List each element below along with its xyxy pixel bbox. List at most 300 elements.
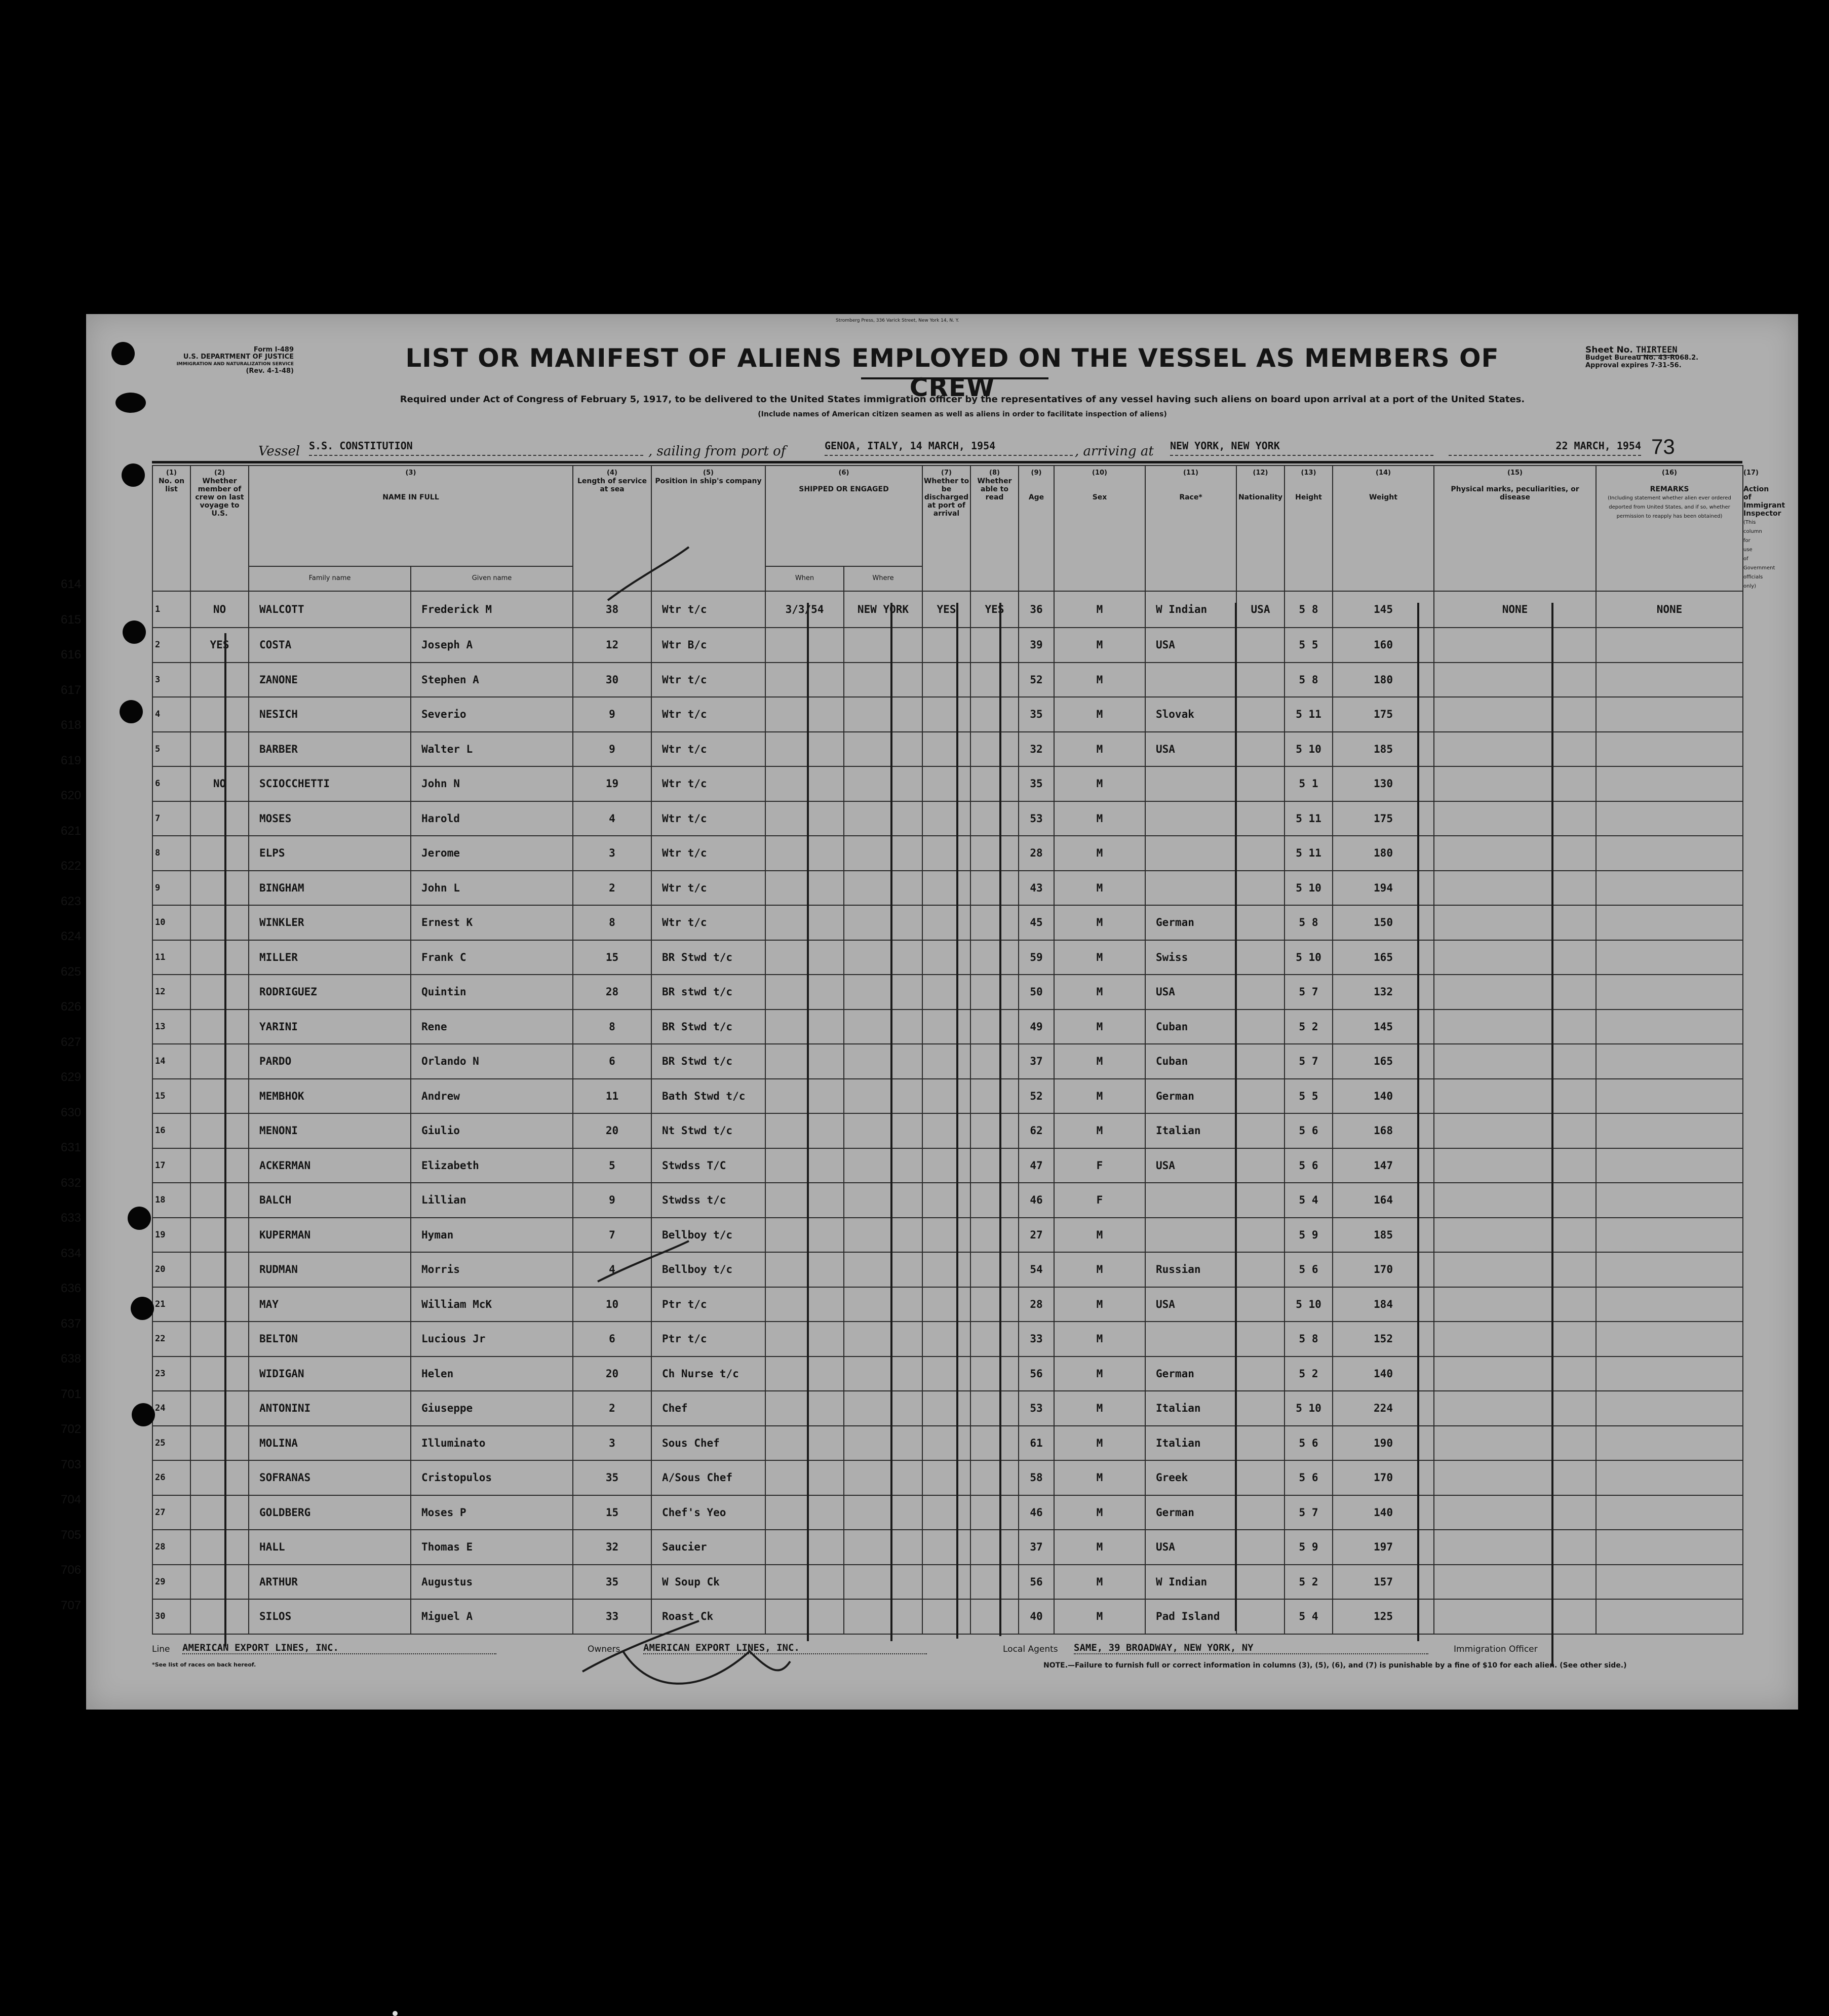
physical-marks-cell: [1434, 628, 1596, 663]
physical-marks-cell: [1434, 663, 1596, 697]
nationality-cell: [1236, 1356, 1285, 1391]
manifest-footer: [152, 1640, 1758, 1686]
shipped-when-cell: [765, 1079, 844, 1114]
race-cell: [1145, 1218, 1236, 1253]
remarks-cell: [1596, 1460, 1743, 1495]
row-no: 23: [152, 1356, 190, 1391]
nationality-cell: [1236, 801, 1285, 836]
remarks-cell: [1596, 1218, 1743, 1253]
vessel-name: S.S. CONSTITUTION: [309, 440, 643, 456]
last-voyage-cell: YES: [190, 628, 249, 663]
physical-marks-cell: [1434, 697, 1596, 732]
given-name-cell: Thomas E: [411, 1530, 573, 1565]
age-cell: 54: [1019, 1252, 1054, 1287]
col-marks-header: (15) Physical marks, peculiarities, or disease: [1434, 466, 1596, 591]
sex-cell: M: [1054, 766, 1145, 801]
remarks-cell: [1596, 732, 1743, 767]
shipped-when-cell: [765, 628, 844, 663]
race-cell: Cuban: [1145, 1044, 1236, 1079]
shipped-where-cell: [844, 1252, 922, 1287]
race-cell: USA: [1145, 1148, 1236, 1183]
position-cell: Ptr t/c: [651, 1287, 765, 1322]
physical-marks-cell: [1434, 1044, 1596, 1079]
last-voyage-cell: [190, 1252, 249, 1287]
margin-number: 707: [61, 1598, 82, 1612]
physical-marks-cell: [1434, 1113, 1596, 1148]
service-cell: 8: [573, 905, 651, 940]
service-cell: 6: [573, 1322, 651, 1356]
discharged-cell: YES: [922, 591, 970, 628]
position-cell: Bellboy t/c: [651, 1252, 765, 1287]
shipped-when-cell: [765, 697, 844, 732]
sailing-label: , sailing from port of: [648, 444, 786, 459]
col-remarks-header: (16) REMARKS (Including statement whether alien ever ordered deported from United States, and if so, whether permission to reapply has been obtained): [1596, 466, 1743, 591]
last-voyage-cell: [190, 801, 249, 836]
able-to-read-cell: [970, 1113, 1019, 1148]
race-cell: USA: [1145, 1530, 1236, 1565]
line-value: AMERICAN EXPORT LINES, INC.: [182, 1642, 496, 1654]
weight-cell: 168: [1333, 1113, 1434, 1148]
last-voyage-cell: [190, 1426, 249, 1461]
table-row: [152, 836, 1743, 871]
position-cell: BR stwd t/c: [651, 975, 765, 1010]
margin-number: 702: [61, 1422, 82, 1436]
family-name-cell: BELTON: [249, 1322, 411, 1356]
shipped-when-cell: [765, 1044, 844, 1079]
able-to-read-cell: [970, 628, 1019, 663]
shipped-when-cell: 3/3/54: [765, 591, 844, 628]
race-cell: Italian: [1145, 1113, 1236, 1148]
margin-number: 633: [61, 1211, 82, 1225]
last-voyage-cell: [190, 1010, 249, 1044]
sex-cell: M: [1054, 663, 1145, 697]
position-cell: Wtr t/c: [651, 591, 765, 628]
family-name-cell: ACKERMAN: [249, 1148, 411, 1183]
remarks-cell: [1596, 663, 1743, 697]
margin-number: 616: [61, 648, 82, 662]
margin-number: 703: [61, 1457, 82, 1471]
last-voyage-cell: [190, 1183, 249, 1218]
owners-label: Owners: [588, 1644, 620, 1654]
table-row: [152, 1530, 1743, 1565]
remarks-cell: [1596, 1356, 1743, 1391]
nationality-cell: [1236, 628, 1285, 663]
nationality-cell: [1236, 975, 1285, 1010]
age-cell: 43: [1019, 871, 1054, 906]
last-voyage-cell: [190, 836, 249, 871]
discharged-cell: [922, 1010, 970, 1044]
discharged-cell: [922, 1079, 970, 1114]
height-cell: 5 11: [1285, 697, 1333, 732]
nationality-cell: [1236, 697, 1285, 732]
age-cell: 36: [1019, 591, 1054, 628]
service-cell: 8: [573, 1010, 651, 1044]
table-row: [152, 1599, 1743, 1634]
shipped-when-cell: [765, 1148, 844, 1183]
col-nationality-header: (12) Nationality: [1236, 466, 1285, 591]
department-name: U.S. DEPARTMENT OF JUSTICE: [183, 353, 294, 361]
discharged-cell: [922, 1287, 970, 1322]
margin-number: 629: [61, 1070, 82, 1084]
sheet-number: THIRTEEN: [1636, 345, 1678, 355]
discharged-cell: [922, 1495, 970, 1530]
height-cell: 5 7: [1285, 1044, 1333, 1079]
nationality-cell: [1236, 663, 1285, 697]
height-cell: 5 7: [1285, 1495, 1333, 1530]
age-cell: 45: [1019, 905, 1054, 940]
remarks-cell: [1596, 697, 1743, 732]
margin-number: 623: [61, 894, 82, 908]
sheet-info: [1585, 346, 1747, 369]
physical-marks-cell: [1434, 940, 1596, 975]
shipped-where-cell: [844, 697, 922, 732]
margin-number: 615: [61, 612, 82, 627]
margin-number: 619: [61, 753, 82, 767]
row-no: 12: [152, 975, 190, 1010]
row-no: 3: [152, 663, 190, 697]
family-name-cell: WINKLER: [249, 905, 411, 940]
shipped-when-cell: [765, 1252, 844, 1287]
shipped-when-cell: [765, 871, 844, 906]
discharged-cell: [922, 1183, 970, 1218]
discharged-cell: [922, 1113, 970, 1148]
shipped-where-cell: [844, 1218, 922, 1253]
weight-cell: 194: [1333, 871, 1434, 906]
position-cell: BR Stwd t/c: [651, 940, 765, 975]
header-rule: [152, 461, 1742, 463]
position-cell: Chef: [651, 1391, 765, 1426]
age-cell: 53: [1019, 1391, 1054, 1426]
remarks-cell: [1596, 1391, 1743, 1426]
last-voyage-cell: [190, 697, 249, 732]
weight-cell: 175: [1333, 801, 1434, 836]
family-name-cell: KUPERMAN: [249, 1218, 411, 1253]
nationality-cell: [1236, 1010, 1285, 1044]
service-cell: 30: [573, 663, 651, 697]
discharged-cell: [922, 975, 970, 1010]
weight-cell: 185: [1333, 732, 1434, 767]
family-name-cell: ARTHUR: [249, 1565, 411, 1600]
position-cell: Wtr t/c: [651, 871, 765, 906]
physical-marks-cell: [1434, 1391, 1596, 1426]
age-cell: 37: [1019, 1044, 1054, 1079]
row-no: 29: [152, 1565, 190, 1600]
position-cell: Bellboy t/c: [651, 1218, 765, 1253]
sex-cell: M: [1054, 1565, 1145, 1600]
able-to-read-cell: [970, 1322, 1019, 1356]
able-to-read-cell: [970, 1495, 1019, 1530]
service-cell: 4: [573, 801, 651, 836]
weight-cell: 125: [1333, 1599, 1434, 1634]
officer-label: Immigration Officer: [1454, 1644, 1538, 1654]
sex-cell: M: [1054, 732, 1145, 767]
height-cell: 5 2: [1285, 1565, 1333, 1600]
discharged-cell: [922, 732, 970, 767]
sex-cell: M: [1054, 1079, 1145, 1114]
age-cell: 52: [1019, 663, 1054, 697]
weight-cell: 132: [1333, 975, 1434, 1010]
able-to-read-cell: [970, 1010, 1019, 1044]
last-voyage-cell: [190, 663, 249, 697]
last-voyage-cell: [190, 905, 249, 940]
physical-marks-cell: [1434, 1322, 1596, 1356]
punch-hole: [123, 621, 146, 644]
height-cell: 5 9: [1285, 1218, 1333, 1253]
shipped-where-cell: [844, 801, 922, 836]
family-name-cell: MILLER: [249, 940, 411, 975]
table-row: [152, 1495, 1743, 1530]
discharged-cell: [922, 628, 970, 663]
shipped-where-cell: [844, 1356, 922, 1391]
shipped-when-cell: [765, 732, 844, 767]
physical-marks-cell: [1434, 871, 1596, 906]
table-row: [152, 1287, 1743, 1322]
col-position-header: (5) Position in ship's company: [651, 466, 765, 591]
last-voyage-cell: [190, 1530, 249, 1565]
position-cell: Ch Nurse t/c: [651, 1356, 765, 1391]
physical-marks-cell: [1434, 1356, 1596, 1391]
shipped-where-cell: [844, 1391, 922, 1426]
discharged-cell: [922, 1252, 970, 1287]
physical-marks-cell: [1434, 732, 1596, 767]
shipped-where-cell: [844, 836, 922, 871]
shipped-when-cell: [765, 1183, 844, 1218]
crew-table: (1) No. on list (2) Whether member of crew on last voyage to U.S. (3) NAME IN FULL (4) Length of service at sea (5) Position in ship's company (6) SHIPPED OR ENGAGED (7) Whether to be discharged at port of arrival (8) Whether able to read (9) Age (10) Sex (11) Race* (12) Nationality (13) Height (14) Weight (15) Physical marks, peculiarities, or disease (16) REMARKS (Including statement whether alien ever ordered deported from United States, and if so, whether permission to reapply has been obtained) (17) Action of Immigrant Inspector (This column for use of Government officials only) Family name Given name When Where 1 NO WALCOTT Frederick M 38 Wtr t/c 3/3/54 NEW YORK YES YES 36 M W Indian USA 5 8 145 NONE NONE 2 YES COSTA Joseph A 12 Wtr B/c 39 M USA 5 5 160 3 ZANONE Stephen A 30 Wtr t/c 52 M 5 8 180 4 NESICH Severio 9 Wtr t/c 35 M Slovak 5 11 175 5 BARBER Walter L 9 Wtr t/c 32 M USA 5 10 185 6 NO SCIOCCHETTI John N 19 Wtr t/c 35 M 5 1 130 7 MOSES Harold 4 Wtr t/c 53 M 5 11 175 8 ELPS Jerome 3 Wtr t/c 28 M 5 11 180 9 BINGHAM John L 2 Wtr t/c 43 M 5 10 194 10 WINKLER Ernest K 8 Wtr t/c 45 M German 5 8 150 11 MILLER Frank C 15 BR Stwd t/c 59 M Swiss 5 10 165 12 RODRIGUEZ Quintin 28 BR stwd t/c 50 M USA 5 7 132 13 YARINI Rene 8 BR Stwd t/c 49 M Cuban 5 2 145 14 PARDO Orlando N 6 BR Stwd t/c 37 M Cuban 5 7 165 15 MEMBHOK Andrew 11 Bath Stwd t/c 52 M German 5 5 140 16 MENONI Giulio 20 Nt Stwd t/c 62 M Italian 5 6 168 17 ACKERMAN Elizabeth 5 Stwdss T/C 47 F USA 5 6 147 18 BALCH Lillian 9 Stwdss t/c 46 F 5 4 164 19 KUPERMAN Hyman 7 Bellboy t/c 27 M 5 9 185 20 RUDMAN Morris 4 Bellboy t/c 54 M Russian 5 6 170 21 MAY William McK 10 Ptr t/c 28 M USA 5 10 184 22 BELTON Lucious Jr 6 Ptr t/c 33 M 5 8 152 23 WIDIGAN Helen 20 Ch Nurse t/c 56 M German 5 2 140 24 ANTONINI Giuseppe 2 Chef 53 M Italian 5 10 224 25 MOLINA Illuminato 3 Sous Chef 61 M Italian 5 6 190 26 SOFRANAS Cristopulos 35 A/Sous Chef 58 M Greek 5 6 170 27 GOLDBERG Moses P 15 Chef's Yeo 46 M German 5 7 140 28 HALL Thomas E 32 Saucier 37 M USA 5 9 197 29 ARTHUR Augustus 35 W Soup Ck 56 M W Indian 5 2 157 30 SILOS Miguel A 33 Roast Ck 40 M Pad Island 5 4 125: [152, 465, 1743, 1635]
shipped-when-cell: [765, 1356, 844, 1391]
last-voyage-cell: [190, 1391, 249, 1426]
margin-number: 638: [61, 1352, 82, 1366]
race-cell: German: [1145, 1495, 1236, 1530]
given-name-cell: Lillian: [411, 1183, 573, 1218]
age-cell: 58: [1019, 1460, 1054, 1495]
given-name-cell: Cristopulos: [411, 1460, 573, 1495]
sex-cell: M: [1054, 1530, 1145, 1565]
position-cell: Wtr t/c: [651, 905, 765, 940]
margin-number: 701: [61, 1387, 82, 1401]
height-cell: 5 11: [1285, 801, 1333, 836]
given-name-cell: Walter L: [411, 732, 573, 767]
physical-marks-cell: [1434, 1010, 1596, 1044]
shipped-where-cell: NEW YORK: [844, 591, 922, 628]
weight-cell: 190: [1333, 1426, 1434, 1461]
service-cell: 15: [573, 1495, 651, 1530]
nationality-cell: [1236, 1565, 1285, 1600]
age-cell: 28: [1019, 1287, 1054, 1322]
race-cell: USA: [1145, 1287, 1236, 1322]
race-cell: Italian: [1145, 1391, 1236, 1426]
service-cell: 35: [573, 1565, 651, 1600]
sex-cell: M: [1054, 871, 1145, 906]
form-revision: (Rev. 4-1-48): [246, 367, 294, 375]
physical-marks-cell: [1434, 1460, 1596, 1495]
row-no: 30: [152, 1599, 190, 1634]
shipped-where-cell: [844, 1530, 922, 1565]
subtitle-note: (Include names of American citizen seamen as well as aliens in order to facilitate inspection of aliens): [758, 410, 1167, 418]
given-name-cell: Andrew: [411, 1079, 573, 1114]
nationality-cell: [1236, 1391, 1285, 1426]
table-row: [152, 905, 1743, 940]
margin-number: 621: [61, 824, 82, 838]
margin-number: 625: [61, 964, 82, 979]
given-name-cell: Ernest K: [411, 905, 573, 940]
shipped-where-cell: [844, 1495, 922, 1530]
shipped-where-cell: [844, 628, 922, 663]
last-voyage-cell: [190, 975, 249, 1010]
row-no: 22: [152, 1322, 190, 1356]
age-cell: 40: [1019, 1599, 1054, 1634]
table-row: [152, 591, 1743, 628]
given-name-cell: Hyman: [411, 1218, 573, 1253]
discharged-cell: [922, 766, 970, 801]
row-no: 11: [152, 940, 190, 975]
col-where-header: Where: [844, 566, 922, 591]
position-cell: Roast Ck: [651, 1599, 765, 1634]
given-name-cell: Giuseppe: [411, 1391, 573, 1426]
nationality-cell: USA: [1236, 591, 1285, 628]
remarks-cell: [1596, 1530, 1743, 1565]
shipped-where-cell: [844, 1426, 922, 1461]
col-height-header: (13) Height: [1285, 466, 1333, 591]
owners-value: AMERICAN EXPORT LINES, INC.: [643, 1642, 927, 1654]
shipped-where-cell: [844, 1565, 922, 1600]
col-discharged-header: (7) Whether to be discharged at port of arrival: [922, 466, 970, 591]
service-cell: 4: [573, 1252, 651, 1287]
age-cell: 47: [1019, 1148, 1054, 1183]
row-no: 17: [152, 1148, 190, 1183]
service-name: IMMIGRATION AND NATURALIZATION SERVICE: [176, 362, 294, 367]
height-cell: 5 8: [1285, 905, 1333, 940]
nationality-cell: [1236, 1252, 1285, 1287]
row-no: 16: [152, 1113, 190, 1148]
sex-cell: M: [1054, 1391, 1145, 1426]
shipped-when-cell: [765, 1599, 844, 1634]
table-row: [152, 1044, 1743, 1079]
weight-cell: 147: [1333, 1148, 1434, 1183]
race-cell: [1145, 871, 1236, 906]
discharged-cell: [922, 1322, 970, 1356]
sex-cell: M: [1054, 1495, 1145, 1530]
position-cell: Wtr B/c: [651, 628, 765, 663]
table-row: [152, 1565, 1743, 1600]
family-name-cell: BALCH: [249, 1183, 411, 1218]
row-no: 5: [152, 732, 190, 767]
remarks-cell: [1596, 871, 1743, 906]
remarks-cell: [1596, 836, 1743, 871]
service-cell: 28: [573, 975, 651, 1010]
nationality-cell: [1236, 1183, 1285, 1218]
shipped-where-cell: [844, 732, 922, 767]
nationality-cell: [1236, 1495, 1285, 1530]
row-no: 25: [152, 1426, 190, 1461]
discharged-cell: [922, 1148, 970, 1183]
physical-marks-cell: [1434, 1287, 1596, 1322]
family-name-cell: MENONI: [249, 1113, 411, 1148]
col-family-name-header: Family name: [249, 566, 411, 591]
sex-cell: F: [1054, 1183, 1145, 1218]
family-name-cell: COSTA: [249, 628, 411, 663]
shipped-where-cell: [844, 766, 922, 801]
service-cell: 2: [573, 1391, 651, 1426]
shipped-when-cell: [765, 836, 844, 871]
given-name-cell: Miguel A: [411, 1599, 573, 1634]
race-cell: Russian: [1145, 1252, 1236, 1287]
given-name-cell: Joseph A: [411, 628, 573, 663]
shipped-where-cell: [844, 1460, 922, 1495]
weight-cell: 184: [1333, 1287, 1434, 1322]
discharged-cell: [922, 1565, 970, 1600]
service-cell: 9: [573, 732, 651, 767]
position-cell: Ptr t/c: [651, 1322, 765, 1356]
service-cell: 3: [573, 1426, 651, 1461]
age-cell: 32: [1019, 732, 1054, 767]
discharged-cell: [922, 1530, 970, 1565]
weight-cell: 152: [1333, 1322, 1434, 1356]
shipped-where-cell: [844, 1287, 922, 1322]
margin-number: 637: [61, 1316, 82, 1331]
nationality-cell: [1236, 1079, 1285, 1114]
shipped-when-cell: [765, 801, 844, 836]
race-cell: USA: [1145, 732, 1236, 767]
physical-marks-cell: [1434, 801, 1596, 836]
position-cell: Bath Stwd t/c: [651, 1079, 765, 1114]
family-name-cell: ELPS: [249, 836, 411, 871]
margin-number: 618: [61, 718, 82, 732]
family-name-cell: BINGHAM: [249, 871, 411, 906]
physical-marks-cell: [1434, 1079, 1596, 1114]
able-to-read-cell: [970, 1356, 1019, 1391]
able-to-read-cell: [970, 1460, 1019, 1495]
col-name-header: (3) NAME IN FULL: [249, 466, 573, 566]
penalty-note: NOTE.—Failure to furnish full or correct information in columns (3), (5), (6), and (7) is punishable by a fine of $10 for each alien. (See other side.): [1043, 1661, 1627, 1670]
last-voyage-cell: NO: [190, 766, 249, 801]
able-to-read-cell: [970, 766, 1019, 801]
physical-marks-cell: [1434, 1495, 1596, 1530]
margin-number: 622: [61, 859, 82, 873]
weight-cell: 180: [1333, 663, 1434, 697]
weight-cell: 140: [1333, 1356, 1434, 1391]
family-name-cell: ANTONINI: [249, 1391, 411, 1426]
punch-hole: [120, 700, 143, 723]
last-voyage-cell: [190, 1599, 249, 1634]
position-cell: Chef's Yeo: [651, 1495, 765, 1530]
weight-cell: 185: [1333, 1218, 1434, 1253]
able-to-read-cell: [970, 1183, 1019, 1218]
height-cell: 5 4: [1285, 1599, 1333, 1634]
sex-cell: M: [1054, 591, 1145, 628]
service-cell: 3: [573, 836, 651, 871]
row-no: 26: [152, 1460, 190, 1495]
service-cell: 7: [573, 1218, 651, 1253]
physical-marks-cell: [1434, 1252, 1596, 1287]
sex-cell: M: [1054, 1113, 1145, 1148]
race-cell: Pad Island: [1145, 1599, 1236, 1634]
margin-number: 704: [61, 1493, 82, 1506]
position-cell: Stwdss t/c: [651, 1183, 765, 1218]
arriving-label: , arriving at: [1075, 444, 1154, 459]
row-no: 7: [152, 801, 190, 836]
height-cell: 5 10: [1285, 940, 1333, 975]
table-row: [152, 1460, 1743, 1495]
age-cell: 50: [1019, 975, 1054, 1010]
nationality-cell: [1236, 1113, 1285, 1148]
age-cell: 35: [1019, 697, 1054, 732]
able-to-read-cell: [970, 1079, 1019, 1114]
position-cell: Wtr t/c: [651, 766, 765, 801]
age-cell: 49: [1019, 1010, 1054, 1044]
shipped-where-cell: [844, 905, 922, 940]
physical-marks-cell: [1434, 1426, 1596, 1461]
sex-cell: M: [1054, 1287, 1145, 1322]
